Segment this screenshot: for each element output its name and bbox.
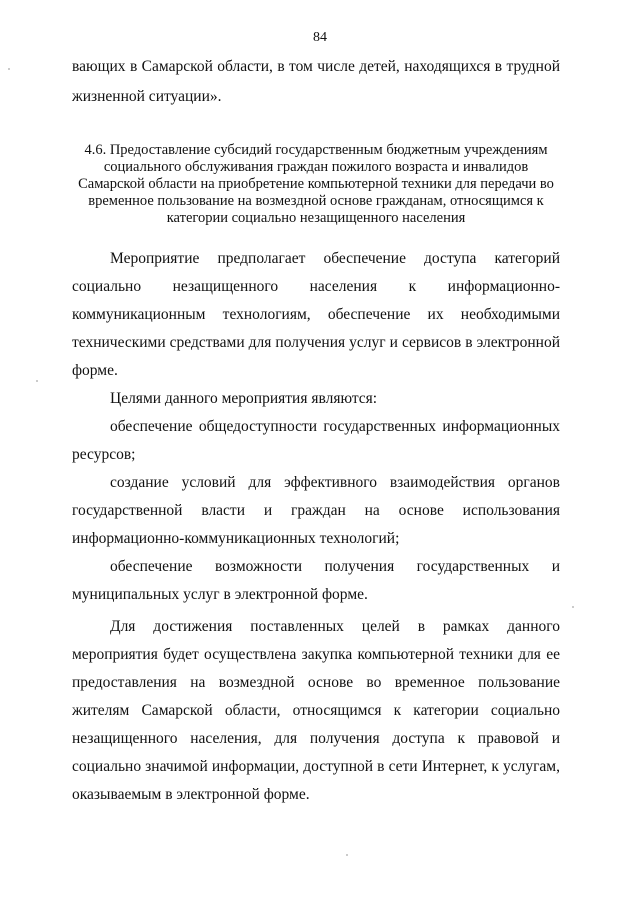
continued-text: вающих в Самарской области, в том числе детей, находящихся в трудной жизненной ситуации». [72, 58, 560, 105]
scan-speck [572, 606, 574, 608]
scan-speck [346, 854, 348, 856]
paragraph: Целями данного мероприятия являются: [110, 390, 378, 407]
paragraph: Для достижения поставленных целей в рамках данного мероприятия будет осуществлена закупка компьютерной техники для ее предоставления на возмездной основе во временное пользование жителям Самарской области, относящимся к категории социально незащищенного населения, для получения доступа к правовой и социально значимой информации, доступной в сети Интернет, к услугам, оказываемым в электронной форме. [72, 618, 560, 803]
section-body [72, 245, 560, 809]
page-number: 84 [313, 30, 327, 45]
paragraph: обеспечение общедоступности государственных информационных ресурсов; [72, 418, 560, 463]
paragraph: создание условий для эффективного взаимодействия органов государственной власти и граждан на основе использования информационно-коммуникационных технологий; [72, 474, 560, 547]
section-heading: 4.6. Предоставление субсидий государственным бюджетным учреждениям социального обслуживания граждан пожилого возраста и инвалидов Самарской области на приобретение компьютерной техники для передачи во временное пользование на возмездной основе гражданам, относящимся к категории социально незащищенного населения [78, 142, 554, 226]
scan-speck [8, 68, 10, 70]
paragraph: обеспечение возможности получения государственных и муниципальных услуг в электронной форме. [72, 558, 560, 603]
paragraph: Мероприятие предполагает обеспечение доступа категорий социально незащищенного населения к информационно-коммуникационным технологиям, обеспечение их необходимыми техническими средствами для получения услуг и сервисов в электронной форме. [72, 250, 560, 379]
scan-speck [36, 380, 38, 382]
